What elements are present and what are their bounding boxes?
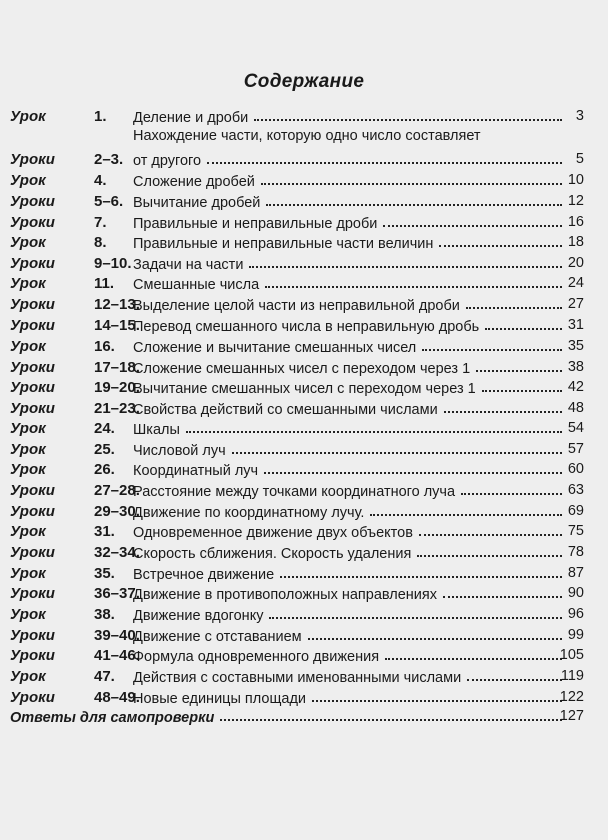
lesson-title: Движение вдогонку [133, 608, 264, 624]
lesson-title: Новые единицы площади [133, 691, 307, 707]
lesson-number: 47. [94, 668, 115, 685]
page-number: 5 [575, 151, 584, 167]
lesson-kind: Уроки [10, 255, 55, 272]
page-number: 63 [567, 482, 584, 498]
page-number: 54 [567, 420, 584, 436]
page-number: 60 [567, 461, 584, 477]
lesson-number: 31. [94, 523, 115, 540]
lesson-title: Движение в противоположных направлениях [133, 587, 438, 603]
toc-entry [0, 459, 608, 481]
toc-entry [0, 563, 608, 585]
lesson-number: 14–15. [94, 317, 140, 334]
lesson-title: Перевод смешанного числа в неправильную дробь [133, 319, 480, 335]
dot-leader [280, 576, 562, 578]
lesson-title: Свойства действий со смешанными числами [133, 402, 438, 418]
lesson-title: Задачи на части [133, 257, 244, 273]
lesson-title: Сложение и вычитание смешанных чисел [133, 340, 417, 356]
page-number: 38 [567, 359, 584, 375]
lesson-kind: Урок [10, 234, 46, 251]
page-number: 69 [567, 503, 584, 519]
lesson-number: 16. [94, 338, 115, 355]
page-number: 57 [567, 441, 584, 457]
dot-leader [232, 452, 562, 454]
lesson-kind: Урок [10, 606, 46, 623]
toc-entry [0, 191, 608, 213]
dot-leader [422, 349, 562, 351]
lesson-kind: Урок [10, 565, 46, 582]
dot-leader [207, 162, 562, 164]
lesson-kind: Урок [10, 461, 46, 478]
toc-entry [0, 521, 608, 543]
page-title: Содержание [243, 71, 365, 92]
lesson-title: Смешанные числа [133, 277, 260, 293]
dot-leader [220, 719, 562, 721]
lesson-title: Движение по координатному лучу. [133, 505, 365, 521]
page-number: 24 [567, 275, 584, 291]
toc-entry [0, 315, 608, 337]
lesson-number: 36–37. [94, 585, 140, 602]
answers-title: Ответы для самопроверки [10, 710, 215, 726]
lesson-kind: Уроки [10, 151, 55, 168]
lesson-title: Числовой луч [133, 443, 226, 459]
toc-entry [0, 604, 608, 626]
dot-leader [466, 307, 562, 309]
lesson-kind: Урок [10, 338, 46, 355]
page-number: 78 [567, 544, 584, 560]
lesson-number: 26. [94, 461, 115, 478]
dot-leader [482, 390, 562, 392]
lesson-title: Вычитание смешанных чисел с переходом через 1 [133, 381, 476, 397]
dot-leader [419, 534, 562, 536]
lesson-kind: Уроки [10, 689, 55, 706]
dot-leader [269, 617, 562, 619]
lesson-number: 4. [94, 172, 107, 189]
lesson-kind: Уроки [10, 503, 55, 520]
toc-entry [0, 294, 608, 316]
lesson-kind: Урок [10, 441, 46, 458]
toc-entry [0, 106, 608, 128]
dot-leader [476, 370, 562, 372]
lesson-title: Деление и дроби [133, 110, 249, 126]
dot-leader [370, 514, 562, 516]
lesson-title: Скорость сближения. Скорость удаления [133, 546, 412, 562]
dot-leader [308, 638, 562, 640]
page-number: 3 [575, 108, 584, 124]
lesson-kind: Уроки [10, 544, 55, 561]
page-number: 75 [567, 523, 584, 539]
lesson-kind: Уроки [10, 296, 55, 313]
dot-leader [261, 183, 562, 185]
toc-entry [0, 625, 608, 647]
page-number: 12 [567, 193, 584, 209]
lesson-number: 9–10. [94, 255, 132, 272]
lesson-number: 24. [94, 420, 115, 437]
page-number: 99 [567, 627, 584, 643]
lesson-kind: Уроки [10, 400, 55, 417]
lesson-number: 27–28. [94, 482, 140, 499]
lesson-number: 12–13. [94, 296, 140, 313]
dot-leader [186, 431, 562, 433]
dot-leader [254, 119, 562, 121]
lesson-number: 1. [94, 108, 107, 125]
page-number: 10 [567, 172, 584, 188]
dot-leader [265, 286, 562, 288]
toc-entry [0, 645, 608, 667]
lesson-title: Правильные и неправильные части величин [133, 236, 434, 252]
lesson-title: Вычитание дробей [133, 195, 261, 211]
toc-entry [0, 357, 608, 379]
lesson-title: Сложение смешанных чисел с переходом через 1 [133, 361, 471, 377]
lesson-title-line1: Нахождение части, которую одно число составляет [133, 128, 481, 144]
toc-entry [0, 542, 608, 564]
lesson-number: 7. [94, 214, 107, 231]
dot-leader [383, 225, 562, 227]
lesson-title: Движение с отставанием [133, 629, 302, 645]
dot-leader [249, 266, 562, 268]
page-number: 27 [567, 296, 584, 312]
page-number: 119 [560, 668, 584, 684]
page-number: 31 [567, 317, 584, 333]
toc-entry [0, 336, 608, 358]
toc-entry [0, 128, 608, 171]
lesson-title: Встречное движение [133, 567, 275, 583]
lesson-number: 11. [94, 275, 115, 292]
lesson-kind: Урок [10, 668, 46, 685]
lesson-title: Выделение целой части из неправильной дроби [133, 298, 460, 314]
page-number: 87 [567, 565, 584, 581]
lesson-number: 5–6. [94, 193, 124, 210]
lesson-title: Координатный луч [133, 463, 259, 479]
dot-leader [417, 555, 562, 557]
lesson-title: Формула одновременного движения [133, 649, 380, 665]
lesson-number: 39–40. [94, 627, 140, 644]
lesson-number: 38. [94, 606, 115, 623]
page-number: 35 [567, 338, 584, 354]
dot-leader [444, 411, 562, 413]
dot-leader [443, 596, 562, 598]
toc-entry [0, 232, 608, 254]
lesson-kind: Уроки [10, 482, 55, 499]
dot-leader [439, 245, 562, 247]
lesson-kind: Уроки [10, 317, 55, 334]
toc-entry [0, 398, 608, 420]
lesson-kind: Урок [10, 108, 46, 125]
dot-leader [467, 679, 562, 681]
page-number: 16 [567, 214, 584, 230]
toc-entry [0, 480, 608, 502]
lesson-kind: Уроки [10, 585, 55, 602]
lesson-kind: Уроки [10, 214, 55, 231]
page-number: 18 [567, 234, 584, 250]
lesson-number: 41–46. [94, 647, 140, 664]
toc-entry [0, 170, 608, 192]
lesson-title: Сложение дробей [133, 174, 255, 190]
dot-leader [385, 658, 562, 660]
lesson-number: 8. [94, 234, 107, 251]
toc-entry [0, 666, 608, 688]
lesson-kind: Уроки [10, 193, 55, 210]
page-number: 105 [559, 647, 584, 663]
toc-entry [0, 253, 608, 275]
page-number: 122 [559, 689, 584, 705]
page-number: 90 [567, 585, 584, 601]
lesson-kind: Уроки [10, 627, 55, 644]
lesson-kind: Урок [10, 172, 46, 189]
toc-entry [0, 501, 608, 523]
dot-leader [264, 472, 562, 474]
toc-entry [0, 418, 608, 440]
lesson-number: 2–3. [94, 151, 124, 168]
lesson-number: 29–30. [94, 503, 140, 520]
page-number: 127 [559, 708, 584, 724]
lesson-title: Шкалы [133, 422, 180, 438]
lesson-kind: Уроки [10, 359, 55, 376]
lesson-kind: Уроки [10, 647, 55, 664]
lesson-kind: Урок [10, 275, 46, 292]
lesson-kind: Уроки [10, 379, 55, 396]
toc-entry [0, 377, 608, 399]
page-number: 42 [567, 379, 584, 395]
dot-leader [461, 493, 562, 495]
lesson-title: Расстояние между точками координатного луча [133, 484, 456, 500]
toc-entry [0, 212, 608, 234]
lesson-number: 32–34. [94, 544, 140, 561]
page-number: 48 [567, 400, 584, 416]
toc-entry [0, 273, 608, 295]
lesson-number: 17–18. [94, 359, 140, 376]
lesson-title: от другого [133, 153, 202, 169]
lesson-number: 25. [94, 441, 115, 458]
lesson-number: 21–23. [94, 400, 140, 417]
dot-leader [485, 328, 562, 330]
lesson-number: 48–49. [94, 689, 140, 706]
lesson-title: Правильные и неправильные дроби [133, 216, 378, 232]
toc-entry-answers [0, 706, 608, 728]
dot-leader [266, 204, 562, 206]
page-number: 20 [567, 255, 584, 271]
lesson-number: 35. [94, 565, 115, 582]
lesson-title: Одновременное движение двух объектов [133, 525, 413, 541]
lesson-kind: Урок [10, 420, 46, 437]
lesson-title: Действия с составными именованными числами [133, 670, 462, 686]
dot-leader [312, 700, 562, 702]
toc-entry [0, 583, 608, 605]
page-number: 96 [567, 606, 584, 622]
toc-entry [0, 439, 608, 461]
lesson-kind: Урок [10, 523, 46, 540]
lesson-number: 19–20. [94, 379, 140, 396]
